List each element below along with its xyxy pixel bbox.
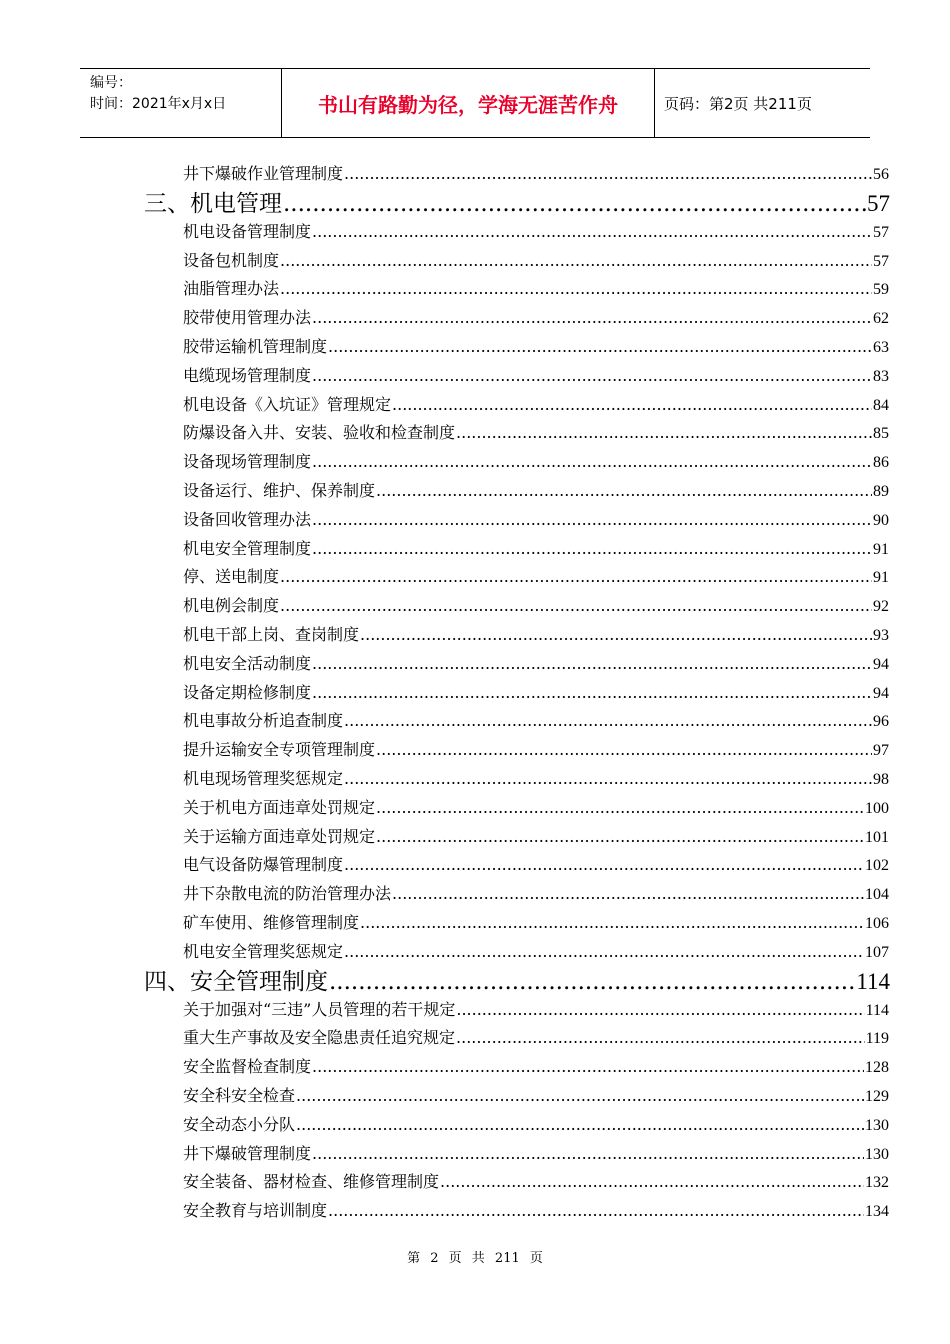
toc-entry-page-number: 100 — [865, 799, 889, 817]
toc-entry[interactable] — [183, 160, 889, 189]
toc-entry-title: 井下爆破作业管理制度 — [183, 164, 344, 183]
toc-entry-page-number: 102 — [865, 857, 889, 875]
toc-entry-page-number: 91 — [873, 569, 889, 587]
toc-entry[interactable] — [183, 621, 889, 650]
toc-dot-leader — [312, 1140, 864, 1169]
toc-entry-title: 设备现场管理制度 — [183, 452, 312, 472]
toc-entry-page-number: 86 — [873, 454, 889, 472]
toc-dot-leader — [312, 218, 872, 247]
toc-entry-title: 机电安全管理奖惩规定 — [183, 941, 344, 961]
toc-entry[interactable] — [183, 304, 889, 333]
toc-entry-title: 安全教育与培训制度 — [183, 1201, 328, 1221]
toc-dot-leader — [312, 650, 872, 679]
toc-entry[interactable] — [183, 679, 889, 708]
toc-dot-leader — [344, 160, 872, 189]
header-meta — [80, 69, 282, 137]
toc-entry-title: 电气设备防爆管理制度 — [183, 855, 344, 875]
toc-entry-title: 机电现场管理奖惩规定 — [183, 768, 344, 788]
toc-entry-page-number: 62 — [873, 310, 889, 328]
toc-entry-page-number: 84 — [873, 396, 889, 414]
toc-entry-title: 机电安全管理制度 — [183, 538, 312, 558]
toc-dot-leader — [312, 679, 872, 708]
toc-entry[interactable] — [183, 391, 889, 420]
toc-entry[interactable] — [183, 1053, 889, 1082]
toc-dot-leader — [376, 823, 864, 852]
toc-dot-leader — [392, 391, 872, 420]
toc-entry-title: 提升运输安全专项管理制度 — [183, 740, 376, 760]
toc-entry[interactable] — [183, 765, 889, 794]
toc-dot-leader — [440, 1168, 864, 1197]
toc-entry-title: 胶带运输机管理制度 — [183, 336, 328, 356]
toc-entry-page-number: 104 — [865, 886, 889, 904]
toc-entry-title: 设备运行、维护、保养制度 — [183, 480, 376, 500]
toc-entry-page-number: 91 — [873, 540, 889, 558]
header-motto — [282, 69, 655, 137]
toc-dot-leader — [280, 563, 872, 592]
toc-dot-leader — [456, 419, 872, 448]
header-page-info — [655, 69, 870, 137]
toc-entry-title: 机电干部上岗、查岗制度 — [183, 624, 360, 644]
toc-entry-page-number: 90 — [873, 511, 889, 529]
toc-dot-leader — [312, 535, 872, 564]
toc-section-heading[interactable] — [144, 189, 890, 218]
toc-entry[interactable] — [183, 333, 889, 362]
toc-entry-page-number: 101 — [865, 828, 889, 846]
toc-entry-title: 关于机电方面违章处罚规定 — [183, 797, 376, 817]
toc-entry-title: 四、安全管理制度 — [144, 968, 328, 995]
toc-dot-leader — [328, 1197, 864, 1226]
toc-entry-page-number: 132 — [865, 1174, 889, 1192]
toc-dot-leader — [344, 851, 864, 880]
toc-entry-page-number: 57 — [873, 223, 889, 241]
toc-entry-page-number: 114 — [856, 968, 890, 994]
page-info-text: 页码：第2页 共211页 — [664, 94, 812, 113]
toc-entry-page-number: 129 — [865, 1087, 889, 1105]
toc-entry-title: 重大生产事故及安全隐患责任追究规定 — [183, 1028, 456, 1048]
toc-dot-leader — [456, 996, 864, 1025]
footer-page-number: 第 2 页 共 211 页 — [407, 1251, 543, 1266]
toc-entry[interactable] — [183, 477, 889, 506]
toc-entry[interactable] — [183, 1197, 889, 1226]
toc-dot-leader — [280, 247, 872, 276]
toc-entry-title: 井下爆破管理制度 — [183, 1143, 312, 1163]
toc-dot-leader — [376, 736, 872, 765]
toc-entry-title: 设备定期检修制度 — [183, 682, 312, 702]
toc-entry-page-number: 92 — [873, 598, 889, 616]
toc-entry-page-number: 59 — [873, 281, 889, 299]
toc-entry-page-number: 114 — [865, 1001, 889, 1019]
toc-entry[interactable] — [183, 275, 889, 304]
toc-entry-title: 设备回收管理办法 — [183, 509, 312, 529]
toc-entry[interactable] — [183, 1082, 889, 1111]
toc-entry-title: 油脂管理办法 — [183, 279, 280, 299]
toc-dot-leader — [376, 794, 864, 823]
page-footer — [0, 1247, 950, 1266]
toc-entry-page-number: 130 — [865, 1116, 889, 1134]
toc-dot-leader — [344, 938, 864, 967]
toc-entry-title: 安全科安全检查 — [183, 1085, 296, 1105]
toc-entry-title: 三、机电管理 — [144, 190, 282, 217]
page-header — [80, 68, 870, 138]
toc-section-heading[interactable] — [144, 967, 890, 996]
toc-entry[interactable] — [183, 707, 889, 736]
toc-entry-page-number: 93 — [873, 626, 889, 644]
toc-entry[interactable] — [183, 506, 889, 535]
toc-entry-title: 井下杂散电流的防治管理办法 — [183, 884, 392, 904]
toc-entry[interactable] — [183, 650, 889, 679]
toc-dot-leader — [312, 448, 872, 477]
toc-entry[interactable] — [183, 1111, 889, 1140]
toc-entry-title: 关于运输方面违章处罚规定 — [183, 826, 376, 846]
toc-entry-title: 防爆设备入井、安装、验收和检查制度 — [183, 423, 456, 443]
toc-entry-page-number: 94 — [873, 684, 889, 702]
toc-entry-title: 机电设备《入坑证》管理规定 — [183, 394, 392, 414]
toc-entry[interactable] — [183, 996, 889, 1025]
toc-entry-page-number: 56 — [873, 166, 889, 183]
toc-entry-page-number: 106 — [865, 914, 889, 932]
toc-entry-page-number: 94 — [873, 655, 889, 673]
motto-text: 书山有路勤为径，学海无涯苦作舟 — [318, 92, 618, 117]
toc-entry-page-number: 97 — [873, 742, 889, 760]
toc-entry[interactable] — [183, 938, 889, 967]
toc-entry-page-number: 134 — [865, 1203, 889, 1221]
toc-dot-leader — [344, 707, 872, 736]
toc-entry[interactable] — [183, 535, 889, 564]
toc-entry-title: 电缆现场管理制度 — [183, 365, 312, 385]
toc-entry[interactable] — [183, 880, 889, 909]
toc-entry-page-number: 98 — [873, 770, 889, 788]
toc-entry-page-number: 128 — [865, 1059, 889, 1077]
toc-entry[interactable] — [183, 1140, 889, 1169]
toc-entry[interactable] — [183, 448, 889, 477]
toc-dot-leader — [280, 275, 872, 304]
toc-entry-title: 胶带使用管理办法 — [183, 308, 312, 328]
toc-entry-page-number: 57 — [867, 190, 890, 216]
toc-entry-title: 安全监督检查制度 — [183, 1057, 312, 1077]
toc-entry[interactable] — [183, 1024, 889, 1053]
toc-entry-page-number: 83 — [873, 367, 889, 385]
toc-entry-title: 机电设备管理制度 — [183, 221, 312, 241]
toc-entry[interactable] — [183, 362, 889, 391]
toc-entry-page-number: 63 — [873, 338, 889, 356]
toc-dot-leader — [344, 765, 872, 794]
toc-dot-leader — [312, 362, 872, 391]
toc-entry-page-number: 89 — [873, 482, 889, 500]
toc-entry-page-number: 130 — [865, 1145, 889, 1163]
toc-entry[interactable] — [183, 1168, 889, 1197]
toc-dot-leader — [296, 1082, 864, 1111]
toc-entry-title: 机电例会制度 — [183, 596, 280, 616]
toc-entry-page-number: 119 — [865, 1030, 889, 1048]
toc-entry-page-number: 57 — [873, 252, 889, 270]
toc-entry-title: 设备包机制度 — [183, 250, 280, 270]
toc-dot-leader — [456, 1024, 865, 1053]
toc-dot-leader — [312, 506, 872, 535]
toc-entry[interactable] — [183, 563, 889, 592]
toc-dot-leader — [360, 621, 872, 650]
toc-dot-leader — [392, 880, 864, 909]
toc-entry-page-number: 85 — [873, 425, 889, 443]
toc-dot-leader — [328, 333, 872, 362]
toc-dot-leader — [296, 1111, 864, 1140]
toc-entry[interactable] — [183, 736, 889, 765]
toc-entry-title: 安全装备、器材检查、维修管理制度 — [183, 1172, 440, 1192]
toc-dot-leader — [329, 968, 855, 996]
toc-entry[interactable] — [183, 218, 889, 247]
toc-entry[interactable] — [183, 247, 889, 276]
toc-entry-title: 关于加强对“三违”人员管理的若干规定 — [183, 999, 456, 1019]
toc-dot-leader — [312, 304, 872, 333]
toc-entry[interactable] — [183, 851, 889, 880]
toc-entry-title: 机电安全活动制度 — [183, 653, 312, 673]
toc-entry[interactable] — [183, 592, 889, 621]
toc-entry-title: 安全动态小分队 — [183, 1114, 296, 1134]
toc-entry[interactable] — [183, 823, 889, 852]
toc-entry-page-number: 96 — [873, 713, 889, 731]
document-date: 时间：2021年x月x日 — [90, 96, 227, 112]
toc-entry-title: 机电事故分析追查制度 — [183, 711, 344, 731]
toc-dot-leader — [376, 477, 872, 506]
toc-dot-leader — [283, 190, 866, 218]
toc-entry[interactable] — [183, 794, 889, 823]
toc-dot-leader — [280, 592, 872, 621]
toc-dot-leader — [360, 909, 864, 938]
toc-entry[interactable] — [183, 419, 889, 448]
toc-entry-title: 矿车使用、维修管理制度 — [183, 912, 360, 932]
toc-entry-title: 停、送电制度 — [183, 567, 280, 587]
toc-dot-leader — [312, 1053, 864, 1082]
table-of-contents — [0, 160, 950, 1226]
toc-entry-page-number: 107 — [865, 943, 889, 961]
document-number-label: 编号： — [90, 75, 132, 91]
toc-entry[interactable] — [183, 909, 889, 938]
